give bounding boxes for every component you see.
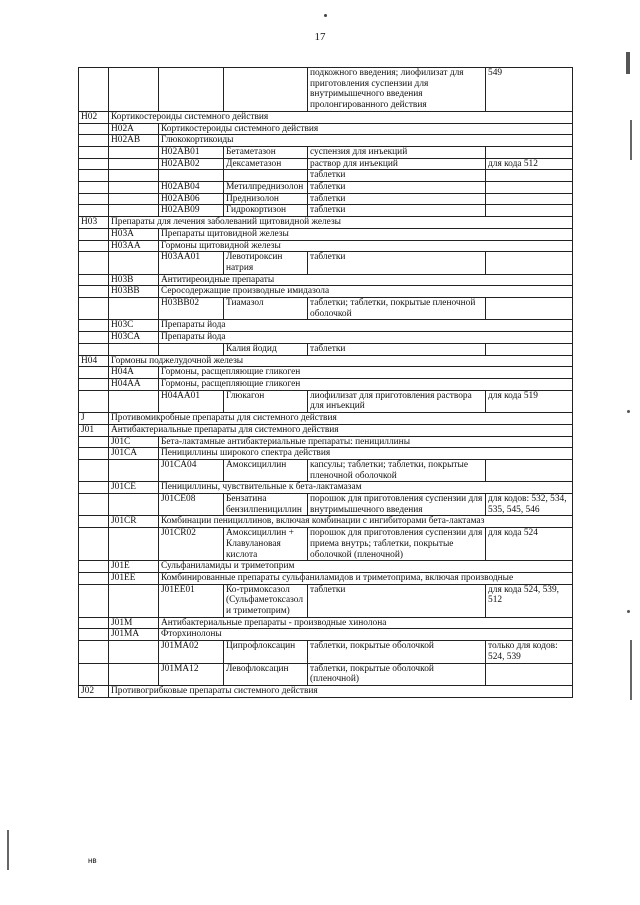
atc-code-cell: J01EE01 xyxy=(159,584,224,617)
drug-row xyxy=(79,390,573,412)
note-cell xyxy=(486,298,573,320)
note-cell xyxy=(486,205,573,217)
group-row xyxy=(79,274,573,286)
scan-mark xyxy=(630,120,632,160)
scan-mark xyxy=(7,830,9,870)
empty-cell xyxy=(79,332,109,344)
dosage-form-cell: таблетки xyxy=(308,170,486,182)
group-row xyxy=(79,685,573,697)
group-row xyxy=(79,111,573,123)
empty-cell xyxy=(79,135,109,147)
atc-code-cell: J01MA xyxy=(109,629,159,641)
atc-code-cell: J01CE08 xyxy=(159,494,224,516)
atc-code-cell: J01C xyxy=(109,436,159,448)
atc-code-cell: J02 xyxy=(79,685,109,697)
atc-code-cell: H02AB06 xyxy=(159,193,224,205)
note-cell: для кодов: 532, 534, 535, 545, 546 xyxy=(486,494,573,516)
group-title-cell: Антитиреоидные препараты xyxy=(159,274,573,286)
empty-cell xyxy=(109,205,159,217)
atc-code-cell: H04AA xyxy=(109,378,159,390)
atc-code-cell: H03BB xyxy=(109,286,159,298)
empty-cell xyxy=(109,146,159,158)
group-title-cell: Гормоны поджелудочной железы xyxy=(109,355,573,367)
empty-cell xyxy=(79,343,109,355)
atc-code-cell: H04AA01 xyxy=(159,390,224,412)
atc-code-cell: H04 xyxy=(79,355,109,367)
atc-code-cell: H02AB09 xyxy=(159,205,224,217)
empty-cell xyxy=(79,158,109,170)
drug-name-cell: Амоксициллин + Клавулановая кислота xyxy=(224,528,308,561)
atc-code-cell: J01EE xyxy=(109,572,159,584)
drug-row xyxy=(79,252,573,274)
empty-cell xyxy=(109,182,159,194)
empty-cell xyxy=(79,252,109,274)
note-cell xyxy=(486,182,573,194)
drug-row xyxy=(79,170,573,182)
empty-cell xyxy=(79,193,109,205)
drug-row xyxy=(79,584,573,617)
empty-cell xyxy=(79,240,109,252)
atc-code-cell: H03A xyxy=(109,228,159,240)
drug-row xyxy=(79,298,573,320)
empty-cell xyxy=(109,343,159,355)
group-row xyxy=(79,629,573,641)
atc-code-cell: J01CA04 xyxy=(159,459,224,481)
drug-row xyxy=(79,146,573,158)
atc-code-cell: H02AB01 xyxy=(159,146,224,158)
group-title-cell: Препараты для лечения заболеваний щитовидной железы xyxy=(109,217,573,229)
empty-cell xyxy=(79,228,109,240)
group-title-cell: Препараты йода xyxy=(159,332,573,344)
empty-cell xyxy=(79,68,109,112)
drug-name-cell: Амоксициллин xyxy=(224,459,308,481)
atc-code-cell: H02 xyxy=(79,111,109,123)
drug-row xyxy=(79,193,573,205)
group-row xyxy=(79,516,573,528)
drug-name-cell: Дексаметазон xyxy=(224,158,308,170)
empty-cell xyxy=(79,663,109,685)
drug-row xyxy=(79,459,573,481)
empty-cell xyxy=(109,298,159,320)
atc-table-body xyxy=(79,68,573,698)
group-row xyxy=(79,228,573,240)
scan-mark xyxy=(627,610,630,613)
note-cell: только для кодов: 524, 539 xyxy=(486,641,573,663)
drug-name-cell: Ципрофлоксацин xyxy=(224,641,308,663)
group-title-cell: Пенициллины широкого спектра действия xyxy=(159,448,573,460)
note-cell: для кода 519 xyxy=(486,390,573,412)
note-cell xyxy=(486,170,573,182)
group-row xyxy=(79,217,573,229)
empty-cell xyxy=(79,378,109,390)
group-row xyxy=(79,355,573,367)
empty-cell xyxy=(79,390,109,412)
atc-code-cell: H02AB02 xyxy=(159,158,224,170)
dosage-form-cell: таблетки xyxy=(308,182,486,194)
scan-mark xyxy=(630,640,632,700)
group-title-cell: Противомикробные препараты для системного действия xyxy=(109,413,573,425)
atc-code-cell xyxy=(159,343,224,355)
group-title-cell: Глюкокортикоиды xyxy=(159,135,573,147)
note-cell xyxy=(486,252,573,274)
note-cell: 549 xyxy=(486,68,573,112)
group-title-cell: Препараты щитовидной железы xyxy=(159,228,573,240)
drug-name-cell: Глюкагон xyxy=(224,390,308,412)
empty-cell xyxy=(79,367,109,379)
drug-row xyxy=(79,158,573,170)
group-title-cell: Пенициллины, чувствительные к бета-лактамазам xyxy=(159,482,573,494)
atc-code-cell: H02AB04 xyxy=(159,182,224,194)
atc-code-cell: J01CR02 xyxy=(159,528,224,561)
drug-row xyxy=(79,68,573,112)
empty-cell xyxy=(79,448,109,460)
note-cell xyxy=(486,459,573,481)
empty-cell xyxy=(79,170,109,182)
dosage-form-cell: порошок для приготовления суспензии для приема внутрь; таблетки, покрытые оболочкой (пленочной) xyxy=(308,528,486,561)
atc-code-cell: J01CR xyxy=(109,516,159,528)
empty-cell xyxy=(79,629,109,641)
scan-mark xyxy=(627,410,630,413)
empty-cell xyxy=(79,494,109,516)
atc-code-cell: H02AB xyxy=(109,135,159,147)
drug-row xyxy=(79,182,573,194)
empty-cell xyxy=(79,298,109,320)
dosage-form-cell: подкожного введения; лиофилизат для приготовления суспензии для внутримышечного введения пролонгированного действия xyxy=(308,68,486,112)
drug-name-cell xyxy=(224,170,308,182)
atc-code-cell: J01CA xyxy=(109,448,159,460)
empty-cell xyxy=(109,158,159,170)
empty-cell xyxy=(79,123,109,135)
empty-cell xyxy=(79,584,109,617)
empty-cell xyxy=(79,617,109,629)
group-row xyxy=(79,135,573,147)
empty-cell xyxy=(79,436,109,448)
group-row xyxy=(79,617,573,629)
group-row xyxy=(79,240,573,252)
atc-code-cell: H03 xyxy=(79,217,109,229)
group-row xyxy=(79,286,573,298)
atc-code-cell: H03AA01 xyxy=(159,252,224,274)
group-title-cell: Комбинированные препараты сульфаниламидов и триметоприма, включая производные xyxy=(159,572,573,584)
group-row xyxy=(79,482,573,494)
atc-code-cell: J xyxy=(79,413,109,425)
drug-row xyxy=(79,641,573,663)
empty-cell xyxy=(79,274,109,286)
empty-cell xyxy=(79,641,109,663)
drug-row xyxy=(79,494,573,516)
group-row xyxy=(79,572,573,584)
group-row xyxy=(79,367,573,379)
dosage-form-cell: таблетки, покрытые оболочкой (пленочной) xyxy=(308,663,486,685)
empty-cell xyxy=(79,286,109,298)
empty-cell xyxy=(109,494,159,516)
dosage-form-cell: таблетки xyxy=(308,193,486,205)
group-title-cell: Комбинации пенициллинов, включая комбинации с ингибиторами бета-лактамаз xyxy=(159,516,573,528)
atc-code-cell: J01E xyxy=(109,561,159,573)
group-title-cell: Гормоны, расщепляющие гликоген xyxy=(159,367,573,379)
group-title-cell: Антибактериальные препараты для системного действия xyxy=(109,424,573,436)
note-cell: для кода 524 xyxy=(486,528,573,561)
dosage-form-cell: капсулы; таблетки; таблетки, покрытые пленочной оболочкой xyxy=(308,459,486,481)
group-row xyxy=(79,332,573,344)
drug-row xyxy=(79,343,573,355)
drug-name-cell: Калия йодид xyxy=(224,343,308,355)
empty-cell xyxy=(79,561,109,573)
note-cell: для кода 512 xyxy=(486,158,573,170)
group-title-cell: Противогрибковые препараты системного действия xyxy=(109,685,573,697)
group-title-cell: Бета-лактамные антибактериальные препараты: пенициллины xyxy=(159,436,573,448)
page-number: 17 xyxy=(314,31,326,43)
scan-dot xyxy=(324,14,327,17)
empty-cell xyxy=(79,482,109,494)
atc-code-cell: H02A xyxy=(109,123,159,135)
dosage-form-cell: таблетки, покрытые оболочкой xyxy=(308,641,486,663)
group-title-cell: Гормоны, расщепляющие гликоген xyxy=(159,378,573,390)
empty-cell xyxy=(109,68,159,112)
atc-code-cell: H03CA xyxy=(109,332,159,344)
empty-cell xyxy=(109,528,159,561)
note-cell xyxy=(486,146,573,158)
atc-code-cell: J01MA12 xyxy=(159,663,224,685)
drug-name-cell xyxy=(224,68,308,112)
group-row xyxy=(79,413,573,425)
dosage-form-cell: лиофилизат для приготовления раствора для инъекций xyxy=(308,390,486,412)
drug-name-cell: Метилпреднизолон xyxy=(224,182,308,194)
atc-table xyxy=(78,67,573,698)
group-row xyxy=(79,436,573,448)
drug-name-cell: Бетаметазон xyxy=(224,146,308,158)
group-row xyxy=(79,123,573,135)
drug-name-cell: Левофлоксацин xyxy=(224,663,308,685)
dosage-form-cell: таблетки xyxy=(308,343,486,355)
group-title-cell: Кортикостероиды системного действия xyxy=(109,111,573,123)
atc-code-cell: J01MA02 xyxy=(159,641,224,663)
empty-cell xyxy=(109,193,159,205)
dosage-form-cell: таблетки xyxy=(308,584,486,617)
drug-name-cell: Ко-тримоксазол (Сульфаметоксазол и триметоприм) xyxy=(224,584,308,617)
empty-cell xyxy=(109,459,159,481)
group-title-cell: Препараты йода xyxy=(159,320,573,332)
dosage-form-cell: таблетки xyxy=(308,252,486,274)
empty-cell xyxy=(79,516,109,528)
group-row xyxy=(79,448,573,460)
empty-cell xyxy=(79,320,109,332)
group-row xyxy=(79,320,573,332)
empty-cell xyxy=(79,205,109,217)
group-title-cell: Кортикостероиды системного действия xyxy=(159,123,573,135)
group-title-cell: Серосодержащие производные имидазола xyxy=(159,286,573,298)
group-row xyxy=(79,378,573,390)
empty-cell xyxy=(109,641,159,663)
empty-cell xyxy=(79,182,109,194)
empty-cell xyxy=(109,663,159,685)
atc-code-cell xyxy=(159,170,224,182)
note-cell xyxy=(486,663,573,685)
empty-cell xyxy=(79,459,109,481)
group-row xyxy=(79,561,573,573)
empty-cell xyxy=(79,528,109,561)
dosage-form-cell: раствор для инъекций xyxy=(308,158,486,170)
dosage-form-cell: суспензия для инъекций xyxy=(308,146,486,158)
empty-cell xyxy=(109,170,159,182)
drug-name-cell: Левотироксин натрия xyxy=(224,252,308,274)
group-title-cell: Сульфаниламиды и триметоприм xyxy=(159,561,573,573)
atc-code-cell: H03C xyxy=(109,320,159,332)
note-cell xyxy=(486,343,573,355)
empty-cell xyxy=(109,252,159,274)
drug-name-cell: Преднизолон xyxy=(224,193,308,205)
atc-code-cell: J01CE xyxy=(109,482,159,494)
drug-name-cell: Тиамазол xyxy=(224,298,308,320)
group-title-cell: Гормоны щитовидной железы xyxy=(159,240,573,252)
atc-code-cell xyxy=(159,68,224,112)
empty-cell xyxy=(109,584,159,617)
atc-code-cell: J01 xyxy=(79,424,109,436)
drug-row xyxy=(79,528,573,561)
empty-cell xyxy=(79,146,109,158)
footer-mark: нв xyxy=(88,856,97,865)
empty-cell xyxy=(79,572,109,584)
group-title-cell: Фторхинолоны xyxy=(159,629,573,641)
atc-code-cell: H03BB02 xyxy=(159,298,224,320)
drug-row xyxy=(79,205,573,217)
note-cell xyxy=(486,193,573,205)
dosage-form-cell: таблетки; таблетки, покрытые пленочной оболочкой xyxy=(308,298,486,320)
atc-code-cell: H03B xyxy=(109,274,159,286)
atc-code-cell: H03AA xyxy=(109,240,159,252)
drug-row xyxy=(79,663,573,685)
empty-cell xyxy=(109,390,159,412)
group-row xyxy=(79,424,573,436)
atc-code-cell: J01M xyxy=(109,617,159,629)
drug-name-cell: Бензатина бензилпенициллин xyxy=(224,494,308,516)
atc-code-cell: H04A xyxy=(109,367,159,379)
scan-mark xyxy=(626,52,630,74)
dosage-form-cell: таблетки xyxy=(308,205,486,217)
group-title-cell: Антибактериальные препараты - производные хинолона xyxy=(159,617,573,629)
dosage-form-cell: порошок для приготовления суспензии для внутримышечного введения xyxy=(308,494,486,516)
note-cell: для кода 524, 539, 512 xyxy=(486,584,573,617)
drug-name-cell: Гидрокортизон xyxy=(224,205,308,217)
